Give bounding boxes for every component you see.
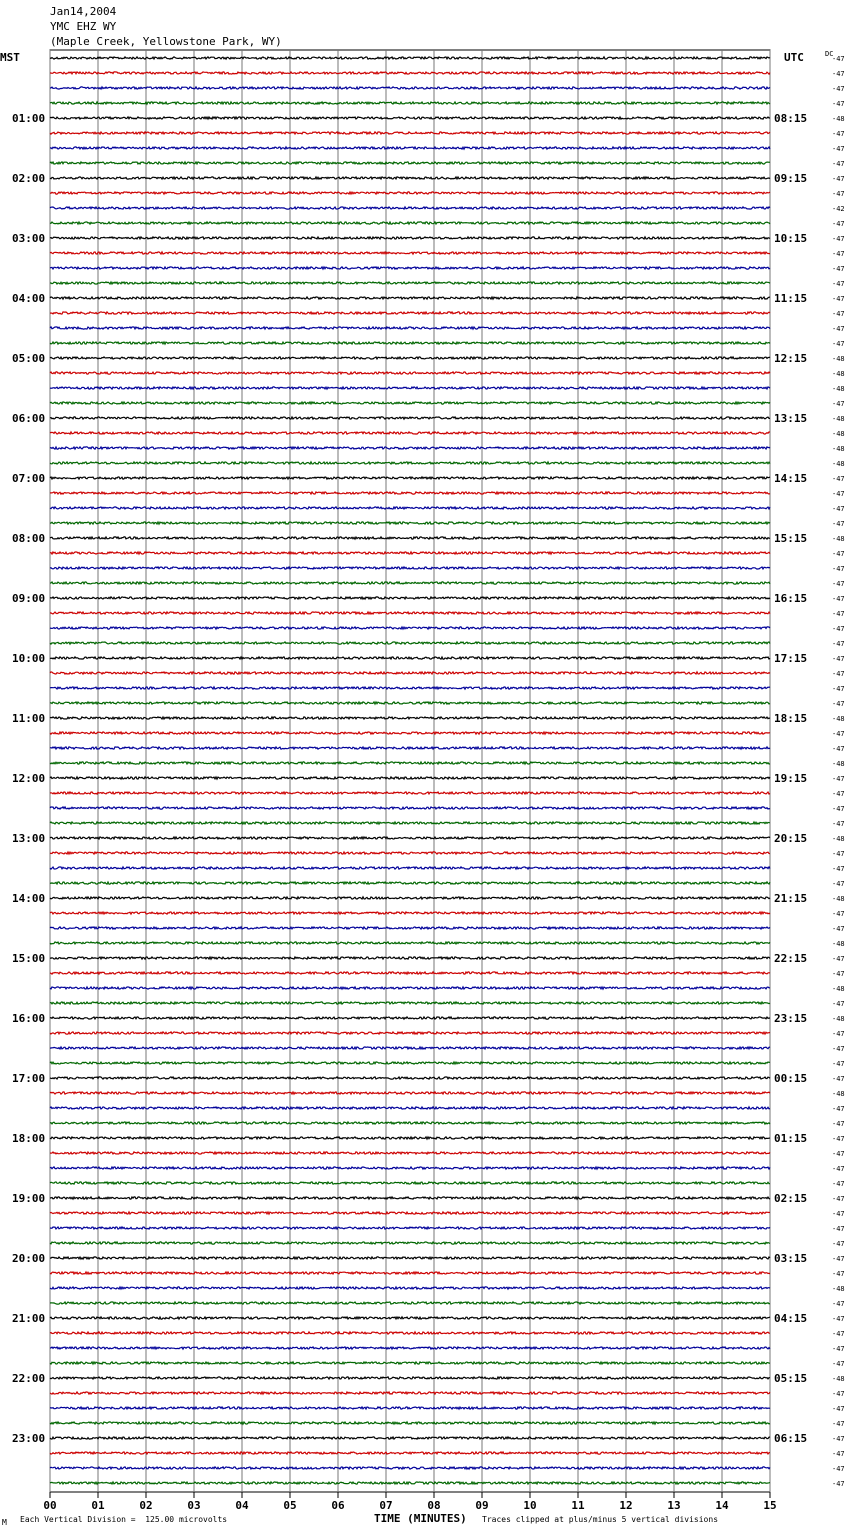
trace-line — [50, 357, 770, 359]
dc-offset-label: -47 — [832, 1240, 845, 1248]
dc-offset-label: -47 — [832, 730, 845, 738]
dc-offset-label: -47 — [832, 955, 845, 963]
dc-offset-label: -47 — [832, 235, 845, 243]
dc-offset-label: -48 — [832, 895, 845, 903]
trace-line — [50, 237, 770, 239]
utc-hour-label: 16:15 — [774, 592, 808, 605]
utc-hour-label: 03:15 — [774, 1252, 808, 1265]
trace-line — [50, 402, 770, 404]
trace-line — [50, 447, 770, 449]
dc-offset-label: -47 — [832, 1075, 845, 1083]
dc-offset-label: -48 — [832, 370, 845, 378]
plot-date: Jan14,2004 — [50, 5, 117, 18]
dc-offset-label: -48 — [832, 460, 845, 468]
x-tick-label: 14 — [715, 1499, 729, 1512]
dc-offset-label: -47 — [832, 685, 845, 693]
trace-line — [50, 837, 770, 839]
mst-hour-label: 06:00 — [12, 412, 46, 425]
dc-offset-label: -47 — [832, 1315, 845, 1323]
trace-line — [50, 1077, 770, 1079]
dc-offset-label: -42 — [832, 205, 845, 213]
mst-hour-label: 08:00 — [12, 532, 46, 545]
trace-line — [50, 462, 770, 464]
utc-hour-label: 02:15 — [774, 1192, 808, 1205]
x-tick-label: 04 — [235, 1499, 249, 1512]
trace-line — [50, 507, 770, 509]
dc-offset-label: -47 — [832, 325, 845, 333]
trace-line — [50, 177, 770, 179]
trace-line — [50, 1122, 770, 1124]
dc-offset-label: -48 — [832, 385, 845, 393]
scale-note: Each Vertical Division = 125.00 microvolts — [20, 1515, 228, 1524]
dc-offset-label: -47 — [832, 505, 845, 513]
trace-line — [50, 1332, 770, 1334]
trace-line — [50, 162, 770, 164]
trace-line — [50, 1467, 770, 1469]
trace-line — [50, 1452, 770, 1454]
dc-offset-label: -47 — [832, 1165, 845, 1173]
right-timezone-label: UTC — [784, 51, 804, 64]
trace-line — [50, 1362, 770, 1364]
x-tick-label: 01 — [91, 1499, 105, 1512]
trace-line — [50, 1242, 770, 1244]
clip-note: Traces clipped at plus/minus 5 vertical divisions — [482, 1515, 719, 1524]
utc-hour-label: 14:15 — [774, 472, 808, 485]
trace-line — [50, 297, 770, 299]
corner-mark: M — [2, 1518, 7, 1527]
dc-offset-label: -47 — [832, 1255, 845, 1263]
utc-hour-label: 08:15 — [774, 112, 808, 125]
x-tick-label: 12 — [619, 1499, 633, 1512]
utc-hour-label: 17:15 — [774, 652, 808, 665]
mst-hour-label: 05:00 — [12, 352, 46, 365]
mst-hour-label: 13:00 — [12, 832, 46, 845]
utc-hour-label: 05:15 — [774, 1372, 808, 1385]
dc-offset-label: -48 — [832, 1015, 845, 1023]
dc-offset-label: -47 — [832, 250, 845, 258]
dc-offset-label: -48 — [832, 940, 845, 948]
dc-offset-label: -47 — [832, 970, 845, 978]
mst-hour-label: 16:00 — [12, 1012, 46, 1025]
trace-line — [50, 612, 770, 614]
trace-line — [50, 87, 770, 89]
dc-offset-label: -47 — [832, 55, 845, 63]
dc-offset-label: -47 — [832, 910, 845, 918]
dc-offset-label: -47 — [832, 820, 845, 828]
trace-line — [50, 147, 770, 149]
trace-line — [50, 387, 770, 389]
x-tick-label: 00 — [43, 1499, 57, 1512]
dc-offset-label: -47 — [832, 70, 845, 78]
trace-line — [50, 102, 770, 104]
trace-line — [50, 417, 770, 419]
dc-offset-label: -47 — [832, 220, 845, 228]
trace-line — [50, 1407, 770, 1409]
x-axis-title: TIME (MINUTES) — [374, 1512, 467, 1525]
dc-offset-label: -47 — [832, 1060, 845, 1068]
x-tick-label: 08 — [427, 1499, 441, 1512]
x-tick-label: 07 — [379, 1499, 393, 1512]
mst-hour-label: 14:00 — [12, 892, 46, 905]
dc-offset-label: -47 — [832, 280, 845, 288]
trace-line — [50, 1197, 770, 1199]
utc-hour-label: 22:15 — [774, 952, 808, 965]
dc-offset-label: -47 — [832, 295, 845, 303]
mst-hour-label: 18:00 — [12, 1132, 46, 1145]
mst-hour-label: 21:00 — [12, 1312, 46, 1325]
utc-hour-label: 10:15 — [774, 232, 808, 245]
trace-line — [50, 852, 770, 854]
trace-line — [50, 267, 770, 269]
x-tick-label: 13 — [667, 1499, 681, 1512]
utc-hour-label: 06:15 — [774, 1432, 808, 1445]
dc-offset-label: -47 — [832, 1450, 845, 1458]
dc-offset-label: -47 — [832, 1405, 845, 1413]
trace-line — [50, 537, 770, 539]
trace-line — [50, 1422, 770, 1424]
dc-offset-label: -47 — [832, 1135, 845, 1143]
mst-hour-label: 02:00 — [12, 172, 46, 185]
trace-line — [50, 882, 770, 884]
x-tick-label: 03 — [187, 1499, 201, 1512]
utc-hour-label: 20:15 — [774, 832, 808, 845]
dc-offset-label: -47 — [832, 400, 845, 408]
dc-offset-label: -48 — [832, 985, 845, 993]
trace-line — [50, 702, 770, 704]
dc-offset-label: -47 — [832, 625, 845, 633]
trace-line — [50, 942, 770, 944]
dc-header-label: DC — [825, 50, 834, 58]
trace-line — [50, 777, 770, 779]
trace-line — [50, 642, 770, 644]
trace-line — [50, 1152, 770, 1154]
trace-line — [50, 372, 770, 374]
trace-line — [50, 567, 770, 569]
dc-offset-label: -47 — [832, 175, 845, 183]
dc-offset-label: -47 — [832, 1300, 845, 1308]
trace-line — [50, 1347, 770, 1349]
utc-hour-label: 00:15 — [774, 1072, 808, 1085]
dc-offset-label: -47 — [832, 1180, 845, 1188]
dc-offset-label: -47 — [832, 340, 845, 348]
dc-offset-label: -47 — [832, 1210, 845, 1218]
dc-offset-label: -48 — [832, 415, 845, 423]
left-timezone-label: MST — [0, 51, 20, 64]
mst-hour-label: 19:00 — [12, 1192, 46, 1205]
station-name: YMC EHZ WY — [50, 20, 117, 33]
station-location: (Maple Creek, Yellowstone Park, WY) — [50, 35, 282, 48]
mst-hour-label: 07:00 — [12, 472, 46, 485]
dc-offset-label: -47 — [832, 1390, 845, 1398]
dc-offset-label: -47 — [832, 1105, 845, 1113]
dc-offset-label: -47 — [832, 865, 845, 873]
mst-hour-label: 17:00 — [12, 1072, 46, 1085]
trace-line — [50, 1017, 770, 1019]
trace-line — [50, 192, 770, 194]
dc-offset-label: -47 — [832, 655, 845, 663]
dc-offset-label: -47 — [832, 1435, 845, 1443]
mst-hour-label: 10:00 — [12, 652, 46, 665]
dc-offset-label: -47 — [832, 880, 845, 888]
trace-line — [50, 342, 770, 344]
dc-offset-label: -47 — [832, 580, 845, 588]
trace-line — [50, 1167, 770, 1169]
trace-line — [50, 552, 770, 554]
trace-line — [50, 732, 770, 734]
trace-line — [50, 1107, 770, 1109]
trace-line — [50, 1032, 770, 1034]
dc-offset-label: -47 — [832, 790, 845, 798]
dc-offset-label: -48 — [832, 715, 845, 723]
trace-line — [50, 1002, 770, 1004]
utc-hour-label: 19:15 — [774, 772, 808, 785]
x-tick-label: 02 — [139, 1499, 153, 1512]
dc-offset-label: -47 — [832, 745, 845, 753]
utc-hour-label: 13:15 — [774, 412, 808, 425]
x-tick-label: 15 — [763, 1499, 777, 1512]
trace-line — [50, 912, 770, 914]
trace-line — [50, 1437, 770, 1439]
mst-hour-label: 20:00 — [12, 1252, 46, 1265]
mst-hour-label: 15:00 — [12, 952, 46, 965]
dc-offset-label: -47 — [832, 805, 845, 813]
dc-offset-label: -48 — [832, 535, 845, 543]
dc-offset-label: -47 — [832, 1465, 845, 1473]
dc-offset-label: -48 — [832, 1285, 845, 1293]
dc-offset-label: -47 — [832, 1270, 845, 1278]
dc-offset-label: -47 — [832, 1120, 845, 1128]
trace-line — [50, 657, 770, 659]
trace-line — [50, 957, 770, 959]
dc-offset-label: -47 — [832, 640, 845, 648]
dc-offset-label: -47 — [832, 1420, 845, 1428]
x-tick-label: 05 — [283, 1499, 297, 1512]
dc-offset-label: -47 — [832, 310, 845, 318]
trace-line — [50, 582, 770, 584]
utc-hour-label: 12:15 — [774, 352, 808, 365]
utc-hour-label: 09:15 — [774, 172, 808, 185]
x-tick-label: 09 — [475, 1499, 489, 1512]
trace-line — [50, 207, 770, 209]
utc-hour-label: 11:15 — [774, 292, 808, 305]
trace-line — [50, 597, 770, 599]
x-tick-label: 06 — [331, 1499, 345, 1512]
dc-offset-label: -47 — [832, 100, 845, 108]
trace-line — [50, 1092, 770, 1094]
dc-offset-label: -47 — [832, 85, 845, 93]
dc-offset-label: -48 — [832, 430, 845, 438]
dc-offset-label: -47 — [832, 160, 845, 168]
dc-offset-label: -47 — [832, 490, 845, 498]
dc-offset-label: -47 — [832, 475, 845, 483]
dc-offset-label: -47 — [832, 850, 845, 858]
trace-line — [50, 1212, 770, 1214]
trace-line — [50, 57, 770, 59]
trace-line — [50, 222, 770, 224]
trace-line — [50, 792, 770, 794]
dc-offset-label: -48 — [832, 445, 845, 453]
dc-offset-label: -48 — [832, 760, 845, 768]
utc-hour-label: 04:15 — [774, 1312, 808, 1325]
dc-offset-label: -47 — [832, 1030, 845, 1038]
utc-hour-label: 23:15 — [774, 1012, 808, 1025]
x-tick-label: 11 — [571, 1499, 585, 1512]
mst-hour-label: 23:00 — [12, 1432, 46, 1445]
dc-offset-label: -47 — [832, 1480, 845, 1488]
dc-offset-label: -48 — [832, 1090, 845, 1098]
mst-hour-label: 04:00 — [12, 292, 46, 305]
dc-offset-label: -47 — [832, 520, 845, 528]
trace-line — [50, 1227, 770, 1229]
mst-hour-label: 11:00 — [12, 712, 46, 725]
trace-line — [50, 117, 770, 119]
trace-line — [50, 762, 770, 764]
trace-line — [50, 987, 770, 989]
dc-offset-label: -48 — [832, 115, 845, 123]
trace-line — [50, 282, 770, 284]
dc-offset-label: -47 — [832, 190, 845, 198]
dc-offset-label: -47 — [832, 550, 845, 558]
mst-hour-label: 01:00 — [12, 112, 46, 125]
trace-line — [50, 717, 770, 719]
dc-offset-label: -48 — [832, 355, 845, 363]
dc-offset-label: -47 — [832, 925, 845, 933]
dc-offset-label: -47 — [832, 1045, 845, 1053]
trace-line — [50, 1377, 770, 1379]
trace-line — [50, 747, 770, 749]
dc-offset-label: -47 — [832, 700, 845, 708]
dc-offset-label: -47 — [832, 565, 845, 573]
trace-line — [50, 477, 770, 479]
dc-offset-label: -47 — [832, 775, 845, 783]
trace-line — [50, 822, 770, 824]
trace-line — [50, 1272, 770, 1274]
dc-offset-label: -47 — [832, 1330, 845, 1338]
mst-hour-label: 12:00 — [12, 772, 46, 785]
dc-offset-label: -48 — [832, 835, 845, 843]
trace-line — [50, 972, 770, 974]
dc-offset-label: -47 — [832, 595, 845, 603]
trace-line — [50, 687, 770, 689]
trace-line — [50, 252, 770, 254]
trace-line — [50, 1392, 770, 1394]
trace-line — [50, 627, 770, 629]
trace-line — [50, 807, 770, 809]
trace-line — [50, 1047, 770, 1049]
dc-offset-label: -47 — [832, 1000, 845, 1008]
trace-line — [50, 312, 770, 314]
trace-line — [50, 327, 770, 329]
mst-hour-label: 09:00 — [12, 592, 46, 605]
trace-line — [50, 1137, 770, 1139]
dc-offset-label: -47 — [832, 670, 845, 678]
dc-offset-label: -47 — [832, 1360, 845, 1368]
trace-line — [50, 1317, 770, 1319]
dc-offset-label: -47 — [832, 145, 845, 153]
utc-hour-label: 21:15 — [774, 892, 808, 905]
dc-offset-label: -47 — [832, 1345, 845, 1353]
trace-line — [50, 72, 770, 74]
dc-offset-label: -48 — [832, 1375, 845, 1383]
mst-hour-label: 03:00 — [12, 232, 46, 245]
x-tick-label: 10 — [523, 1499, 537, 1512]
mst-hour-label: 22:00 — [12, 1372, 46, 1385]
dc-offset-label: -47 — [832, 610, 845, 618]
utc-hour-label: 15:15 — [774, 532, 808, 545]
trace-line — [50, 867, 770, 869]
trace-line — [50, 492, 770, 494]
trace-line — [50, 1302, 770, 1304]
trace-line — [50, 927, 770, 929]
trace-line — [50, 1482, 770, 1484]
plot-frame — [50, 50, 770, 1492]
trace-line — [50, 1062, 770, 1064]
trace-line — [50, 522, 770, 524]
dc-offset-label: -47 — [832, 1225, 845, 1233]
dc-offset-label: -47 — [832, 130, 845, 138]
utc-hour-label: 18:15 — [774, 712, 808, 725]
trace-line — [50, 1182, 770, 1184]
trace-line — [50, 672, 770, 674]
trace-line — [50, 432, 770, 434]
trace-line — [50, 1257, 770, 1259]
dc-offset-label: -47 — [832, 1195, 845, 1203]
utc-hour-label: 01:15 — [774, 1132, 808, 1145]
trace-line — [50, 897, 770, 899]
dc-offset-label: -47 — [832, 1150, 845, 1158]
trace-line — [50, 132, 770, 134]
dc-offset-label: -47 — [832, 265, 845, 273]
trace-line — [50, 1287, 770, 1289]
